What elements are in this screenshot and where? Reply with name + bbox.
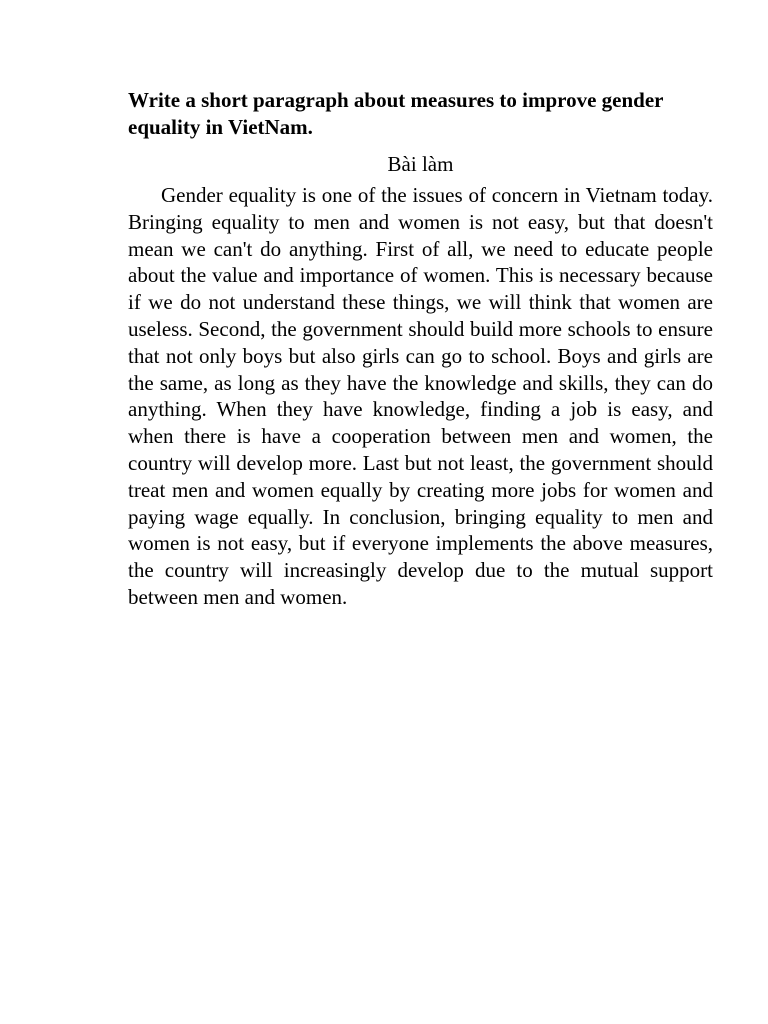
essay-paragraph: Gender equality is one of the issues of concern in Vietnam today. Bringing equality to men and women is not easy, but that doesn't mean we can't do anything. First of all, we need to educate people about the value and importance of women. This is necessary because if we do not understand these things, we will think that women are useless. Second, the government should build more schools to ensure that not only boys but also girls can go to school. Boys and girls are the same, as long as they have the knowledge and skills, they can do anything. When they have knowledge, finding a job is easy, and when there is have a cooperation between men and women, the country will develop more. Last but not least, the government should treat men and women equally by creating more jobs for women and paying wage equally. In conclusion, bringing equality to men and women is not easy, but if everyone implements the above measures, the country will increasingly develop due to the mutual support between men and women. [128,183,713,609]
answer-heading: Bài làm [387,152,454,176]
assignment-prompt: Write a short paragraph about measures to improve gender equality in VietNam. [128,88,664,139]
document-content [128,87,713,611]
